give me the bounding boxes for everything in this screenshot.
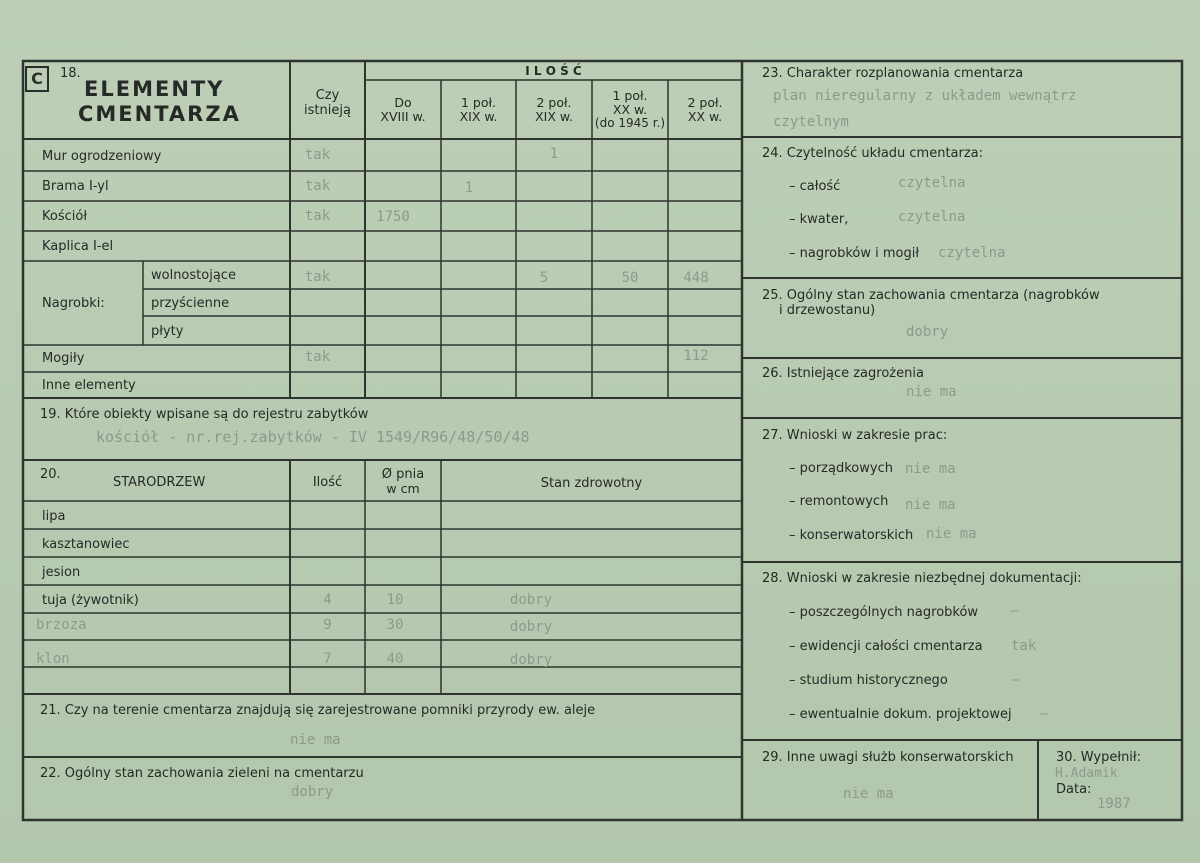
s21-value: nie ma: [290, 732, 341, 748]
s27-item-value: nie ma: [905, 461, 956, 477]
tree-name-typed: brzoza: [36, 617, 87, 633]
s27-label: 27. Wnioski w zakresie prac:: [762, 428, 948, 443]
s20-number: 20.: [40, 467, 61, 482]
s30-label: 30. Wypełnił:: [1056, 750, 1141, 765]
s28-item-value: –: [1040, 706, 1049, 722]
col-header-line2: XX w.: [612, 102, 648, 117]
col-header-line1: 2 poł.: [687, 95, 723, 110]
s18-title-line2: CMENTARZA: [78, 102, 241, 126]
s26-value: nie ma: [906, 384, 957, 400]
tree-count: 9: [323, 617, 332, 633]
s29-label: 29. Inne uwagi służb konserwatorskich: [762, 750, 1014, 765]
ilosc-header: I L O Ś Ć: [525, 64, 582, 78]
exists-value: tak: [304, 147, 331, 163]
count-value: 1750: [376, 209, 410, 225]
tree-state: dobry: [509, 652, 553, 668]
s28-item-value: –: [1011, 672, 1020, 688]
row-label: Kościół: [42, 209, 88, 224]
row-label: Mogiły: [42, 351, 85, 366]
col-pnia-line2: w cm: [386, 481, 420, 496]
s19-label: 19. Które obiekty wpisane są do rejestru zabytków: [40, 407, 369, 422]
exists-value: tak: [304, 349, 331, 365]
row-label: Kaplica I-el: [42, 239, 114, 254]
s24-item-value: czytelna: [898, 209, 966, 225]
s20-title: STARODRZEW: [113, 475, 206, 490]
s18-number: 18.: [60, 66, 81, 81]
exists-value: tak: [304, 178, 331, 194]
s30-date: 1987: [1097, 796, 1131, 812]
col-header-line1: 1 poł.: [612, 88, 648, 103]
col-stan-zdrowotny: Stan zdrowotny: [540, 476, 643, 491]
exists-value: tak: [304, 269, 331, 285]
s25-value: dobry: [906, 324, 949, 340]
s27-item-label: – konserwatorskich: [789, 528, 914, 543]
s25-label-line2: i drzewostanu): [779, 303, 876, 318]
s29-value: nie ma: [843, 786, 894, 802]
tree-name: lipa: [42, 509, 66, 524]
s24-label: 24. Czytelność układu cmentarza:: [762, 146, 984, 161]
tree-diameter: 40: [386, 651, 404, 667]
s28-item-label: – ewentualnie dokum. projektowej: [789, 707, 1012, 722]
s27-item-value: nie ma: [926, 526, 977, 542]
count-value: 50: [621, 270, 639, 286]
s28-label: 28. Wnioski w zakresie niezbędnej dokumentacji:: [762, 571, 1082, 586]
tree-diameter: 30: [386, 617, 404, 633]
exists-value: tak: [304, 208, 331, 224]
s27-item-value: nie ma: [905, 497, 956, 513]
col-exists-line2: istnieją: [304, 103, 351, 118]
s28-item-label: – ewidencji całości cmentarza: [789, 639, 983, 654]
s23-value-line1: plan nieregularny z układem wewnątrz: [773, 88, 1077, 104]
s23-label: 23. Charakter rozplanowania cmentarza: [762, 66, 1024, 81]
s18-title-line1: ELEMENTY: [84, 77, 225, 101]
count-value: 1: [549, 146, 559, 162]
tree-diameter: 10: [386, 592, 404, 608]
row-label: płyty: [151, 324, 184, 339]
s30-name: H.Adamik: [1055, 766, 1118, 781]
s24-item-label: – całość: [789, 179, 841, 194]
s21-label: 21. Czy na terenie cmentarza znajdują się zarejestrowane pomniki przyrody ew. aleje: [40, 703, 596, 718]
tree-state: dobry: [509, 619, 553, 635]
s24-item-label: – kwater,: [789, 212, 849, 227]
tree-name: kasztanowiec: [42, 537, 130, 552]
s24-item-value: czytelna: [898, 175, 966, 191]
col-header-line2: XX w.: [687, 109, 723, 124]
col-header-line1: 1 poł.: [460, 95, 497, 110]
col-header-line2: XIX w.: [459, 109, 498, 124]
s28-item-label: – poszczególnych nagrobków: [789, 605, 979, 620]
tree-name-typed: klon: [36, 651, 70, 667]
row-label: przyścienne: [151, 296, 230, 311]
col-header-line2: XVIII w.: [380, 109, 426, 124]
s30-date-label: Data:: [1056, 782, 1092, 797]
s27-item-label: – remontowych: [789, 494, 889, 509]
row-label: Brama I-yl: [42, 179, 109, 194]
col-header-line2: XIX w.: [535, 109, 573, 124]
section-letter-box: C: [25, 66, 49, 92]
s22-value: dobry: [291, 784, 334, 800]
s27-item-label: – porządkowych: [789, 461, 893, 476]
s25-label-line1: 25. Ogólny stan zachowania cmentarza (nagrobków: [762, 288, 1100, 303]
s19-value: kościół - nr.rej.zabytków - IV 1549/R96/48/50/48: [96, 428, 530, 446]
col-ilosc: Ilość: [312, 475, 343, 490]
s28-item-value: –: [1010, 603, 1019, 619]
col-pnia-line1: Ø pnia: [381, 467, 425, 482]
tree-state: dobry: [509, 592, 553, 608]
col-header-line1: 2 poł.: [536, 95, 572, 110]
tree-count: 4: [323, 592, 332, 608]
s26-label: 26. Istniejące zagrożenia: [762, 366, 924, 381]
col-header-line3: (do 1945 r.): [594, 116, 666, 130]
s22-label: 22. Ogólny stan zachowania zieleni na cmentarzu: [40, 766, 364, 781]
count-value: 448: [683, 270, 709, 286]
tree-name: jesion: [42, 565, 81, 580]
s23-value-line2: czytelnym: [773, 114, 849, 130]
count-value: 1: [464, 180, 474, 196]
s28-item-value: tak: [1011, 638, 1037, 654]
col-exists-line1: Czy: [315, 88, 340, 103]
nagrobki-label: Nagrobki:: [42, 296, 105, 311]
tree-count: 7: [323, 651, 332, 667]
row-label: Mur ogrodzeniowy: [42, 149, 162, 164]
count-value: 5: [539, 270, 549, 286]
s24-item-label: – nagrobków i mogił: [789, 246, 920, 261]
row-label: wolnostojące: [151, 268, 236, 283]
s28-item-label: – studium historycznego: [789, 673, 948, 688]
count-value: 112: [683, 348, 709, 364]
tree-name: tuja (żywotnik): [42, 593, 139, 608]
s24-item-value: czytelna: [938, 245, 1006, 261]
col-header-line1: Do: [394, 95, 412, 110]
row-label: Inne elementy: [42, 378, 136, 393]
